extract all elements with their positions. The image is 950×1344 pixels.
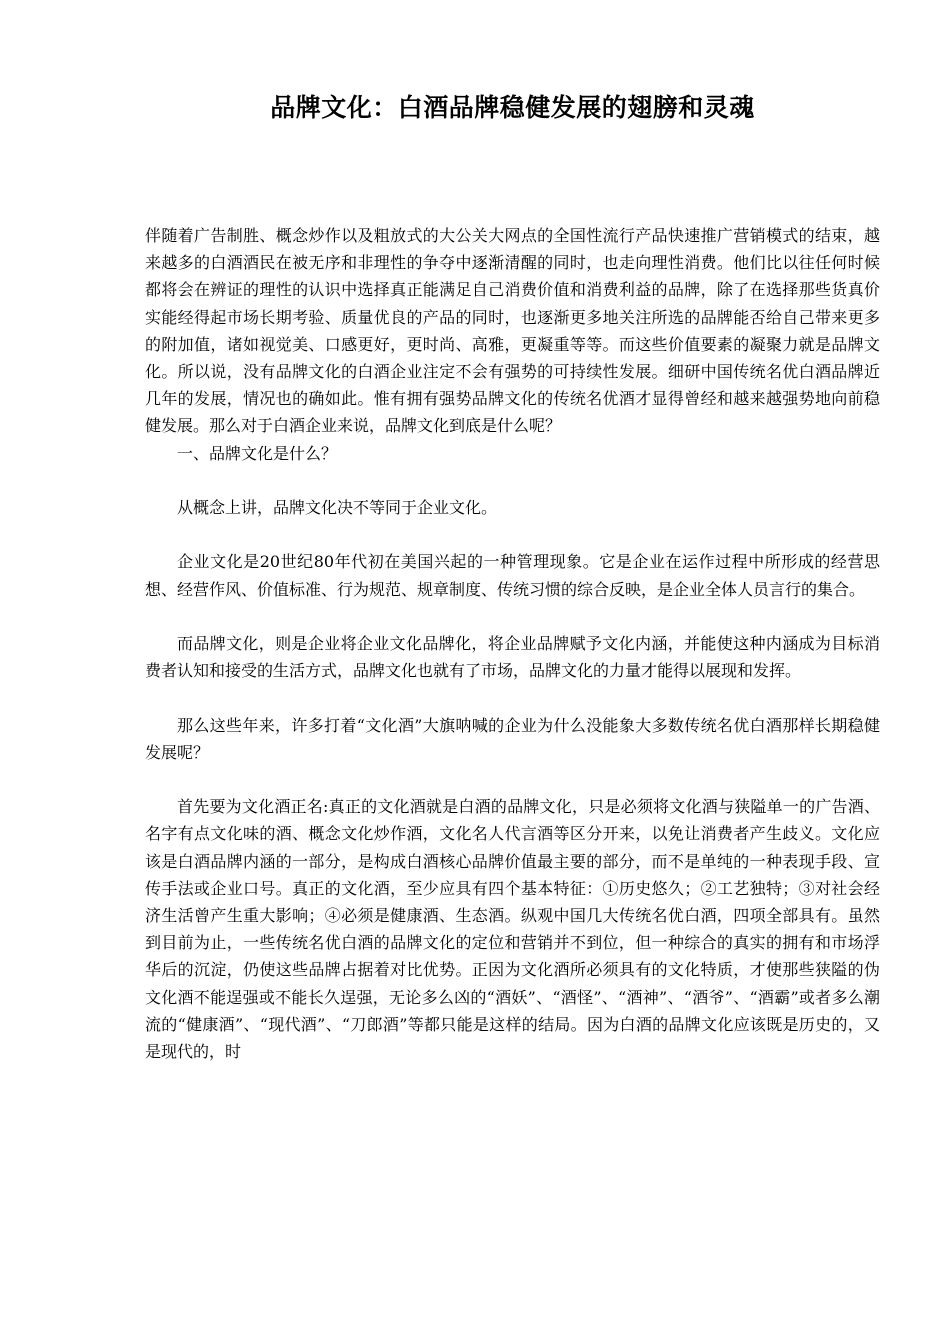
document-title: 品牌文化：白酒品牌稳健发展的翅膀和灵魂 [270, 93, 755, 122]
paragraph: 企业文化是20世纪80年代初在美国兴起的一种管理现象。它是企业在运作过程中所形成的经营思想、经营作风、价值标准、行为规范、规章制度、传统习惯的综合反映，是企业全体人员言行的集合。 [145, 552, 880, 599]
paragraph: 从概念上讲，品牌文化决不等同于企业文化。 [177, 498, 498, 518]
paragraph: 而品牌文化，则是企业将企业文化品牌化，将企业品牌赋予文化内涵，并能使这种内涵成为目标消费者认知和接受的生活方式，品牌文化也就有了市场，品牌文化的力量才能得以展现和发挥。 [145, 634, 880, 681]
section-heading: 一、品牌文化是什么？ [177, 443, 338, 463]
paragraph-intro: 伴随着广告制胜、概念炒作以及粗放式的大公关大网点的全国性流行产品快速推广营销模式的结束，越来越多的白酒酒民在被无序和非理性的争夺中逐渐清醒的同时，也走向理性消费。他们比以往任何时候都将会在辨证的理性的认识中选择真正能满足自己消费价值和消费利益的品牌，除了在选择那些货真价实能经得起市场长期考验、质量优良的产品的同时，也逐渐更多地关注所选的品牌能否给自己带来更多的附加值，诸如视觉美、口感更好，更时尚、高雅，更凝重等等。而这些价值要素的凝聚力就是品牌文化。所以说，没有品牌文化的白酒企业注定不会有强势的可持续性发展。细研中国传统名优白酒品牌近几年的发展，情况也的确如此。惟有拥有强势品牌文化的传统名优酒才显得曾经和越来越强势地向前稳健发展。那么对于白酒企业来说，品牌文化到底是什么呢？ [145, 226, 880, 436]
document-body [145, 222, 880, 1065]
paragraph: 那么这些年来，许多打着“文化酒”大旗呐喊的企业为什么没能象大多数传统名优白酒那样长期稳健发展呢？ [145, 715, 880, 762]
paragraph: 首先要为文化酒正名:真正的文化酒就是白酒的品牌文化，只是必须将文化酒与狭隘单一的广告酒、名字有点文化味的酒、概念文化炒作酒，文化名人代言酒等区分开来，以免让消费者产生歧义。文化应该是白酒品牌内涵的一部分，是构成白酒核心品牌价值最主要的部分，而不是单纯的一种表现手段、宣传手法或企业口号。真正的文化酒，至少应具有四个基本特征：①历史悠久；②工艺独特；③对社会经济生活曾产生重大影响；④必须是健康酒、生态酒。纵观中国几大传统名优白酒，四项全部具有。虽然到目前为止，一些传统名优白酒的品牌文化的定位和营销并不到位，但一种综合的真实的拥有和市场浮华后的沉淀，仍使这些品牌占据着对比优势。正因为文化酒所必须具有的文化特质，才使那些狭隘的伪文化酒不能逞强或不能长久逞强，无论多么凶的“酒妖”、“酒怪”、“酒神”、“酒爷”、“酒霸”或者多么潮流的“健康酒”、“现代酒”、“刀郎酒”等都只能是这样的结局。因为白酒的品牌文化应该既是历史的，又是现代的，时 [145, 797, 880, 1062]
